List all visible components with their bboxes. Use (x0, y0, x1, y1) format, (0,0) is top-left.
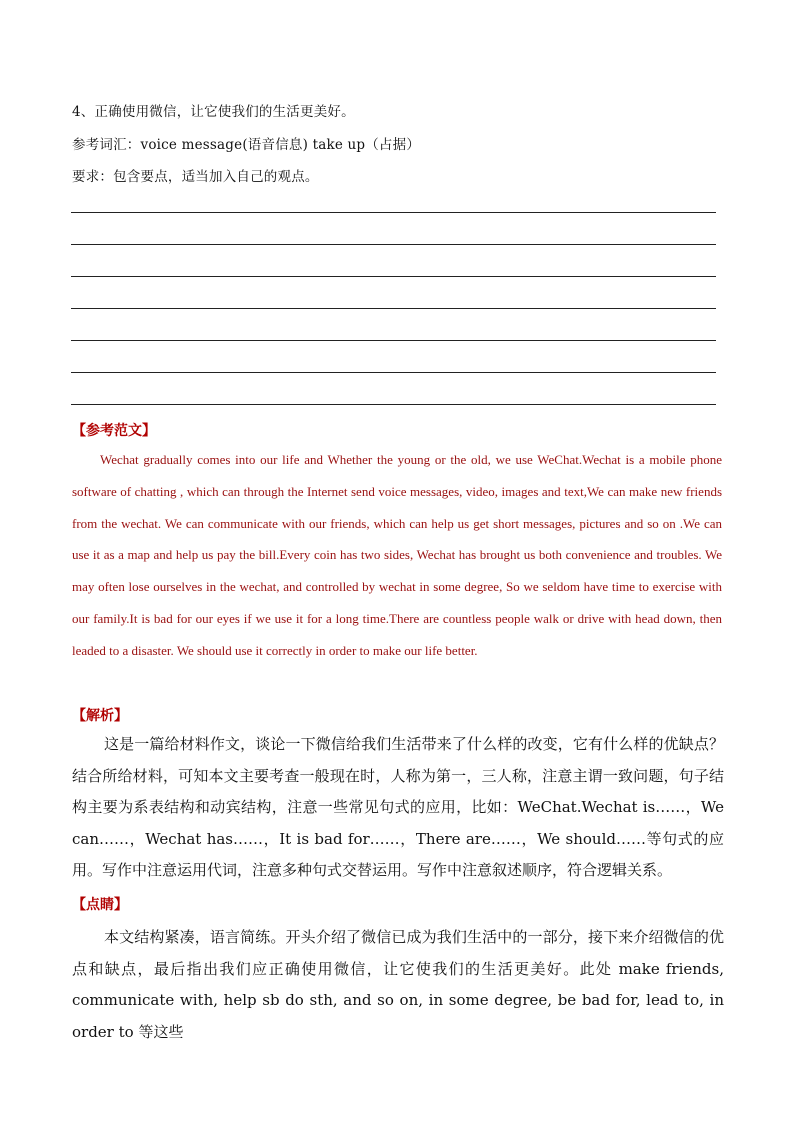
highlights-body (72, 922, 724, 1048)
answer-line (71, 244, 716, 245)
answer-line (71, 276, 716, 277)
model-essay (72, 444, 722, 667)
answer-line (71, 340, 716, 341)
model-essay-text: Wechat gradually comes into our life and Whether the young or the old, we use WeChat.Wechat is a mobile phone software of chatting , which can through the Internet send voice messages, video, images and text,We can make new friends from the wechat. We can communicate with our friends, which can help us get short messages, pictures and so on .We can use it as a map and help us pay the bill.Every coin has two sides, Wechat has brought us both convenience and troubles. We may often lose ourselves in the wechat, and controlled by wechat in some degree, So we seldom have time to exercise with our family.It is bad for our eyes if we use it for a long time.There are countless people walk or drive with head down, then leaded to a disaster. We should use it correctly in order to make our life better. (72, 452, 722, 658)
answer-line (71, 404, 716, 405)
analysis-text: 这是一篇给材料作文，谈论一下微信给我们生活带来了什么样的改变，它有什么样的优缺点？结合所给材料，可知本文主要考查一般现在时，人称为第一，三人称，注意主谓一致问题，句子结构主要为系表结构和动宾结构，注意一些常见句式的应用，比如：WeChat.Wechat is……，We can……，Wechat has……，It is bad for……，There are……，We should……等句式的应用。写作中注意运用代词，注意多种句式交替运用。写作中注意叙述顺序，符合逻辑关系。 (72, 735, 724, 879)
analysis-heading: 【解析】 (72, 708, 128, 724)
question-title: 4、正确使用微信，让它使我们的生活更美好。 (72, 104, 355, 120)
answer-line (71, 308, 716, 309)
highlights-heading: 【点睛】 (72, 897, 128, 913)
reference-vocabulary: 参考词汇：voice message(语音信息) take up（占据） (72, 137, 421, 153)
answer-line (71, 212, 716, 213)
analysis-body (72, 729, 724, 887)
highlights-text: 本文结构紧凑，语言简练。开头介绍了微信已成为我们生活中的一部分，接下来介绍微信的优点和缺点，最后指出我们应正确使用微信，让它使我们的生活更美好。此处 make friends, communicate with, help sb do sth, and so on, in some degree, be bad for, lead to, in order to 等这些 (72, 928, 724, 1041)
requirement: 要求：包含要点，适当加入自己的观点。 (72, 169, 319, 185)
model-essay-heading: 【参考范文】 (72, 423, 156, 439)
answer-line (71, 372, 716, 373)
